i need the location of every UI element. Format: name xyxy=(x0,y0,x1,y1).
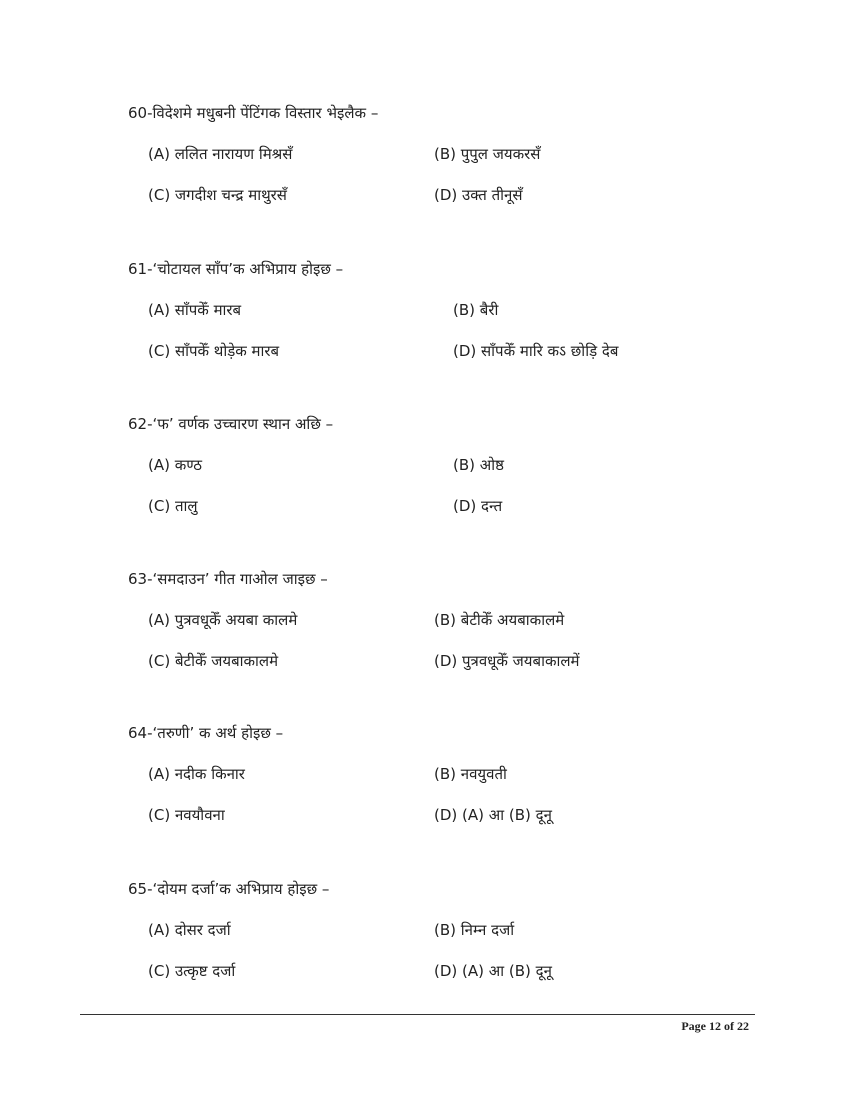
question-text: 62-‘फ’ वर्णक उच्चारण स्थान अछि – xyxy=(128,415,334,433)
option-row xyxy=(128,455,748,475)
option-c: (C) तालु xyxy=(148,497,198,515)
question-block xyxy=(128,569,748,671)
question-block xyxy=(128,723,748,825)
option-d: (D) (A) आ (B) दूनू xyxy=(434,962,552,980)
option-a: (A) ललित नारायण मिश्रसँ xyxy=(148,145,293,163)
option-row xyxy=(128,764,748,784)
option-a: (A) पुत्रवधूकेँ अयबा कालमे xyxy=(148,611,298,629)
option-b: (B) बेटीकेँ अयबाकालमे xyxy=(434,611,565,629)
question-block xyxy=(128,879,748,981)
option-a: (A) नदीक किनार xyxy=(148,765,245,783)
question-text: 63-‘समदाउन’ गीत गाओल जाइछ – xyxy=(128,570,328,588)
option-c: (C) जगदीश चन्द्र माथुरसँ xyxy=(148,186,287,204)
option-a: (A) साँपकेँ मारब xyxy=(148,301,242,319)
option-b: (B) ओष्ठ xyxy=(453,456,504,474)
option-b: (B) पुपुल जयकरसँ xyxy=(434,145,541,163)
option-row xyxy=(128,300,748,320)
option-b: (B) निम्न दर्जा xyxy=(434,921,515,939)
page-number: Page 12 of 22 xyxy=(681,1019,749,1033)
option-b: (B) नवयुवती xyxy=(434,765,507,783)
option-row xyxy=(128,496,748,516)
option-a: (A) दोसर दर्जा xyxy=(148,921,231,939)
question-block xyxy=(128,103,748,205)
question-text: 64-‘तरुणी’ क अर्थ होइछ – xyxy=(128,724,284,742)
option-d: (D) उक्त तीनूसँ xyxy=(434,186,523,204)
question-block xyxy=(128,414,748,516)
question-text: 60-विदेशमे मधुबनी पेंटिंगक विस्तार भेइलैक – xyxy=(128,104,379,122)
option-row xyxy=(128,341,748,361)
option-c: (C) बेटीकेँ जयबाकालमे xyxy=(148,652,279,670)
option-row xyxy=(128,805,748,825)
option-c: (C) साँपकेँ थोड़ेक मारब xyxy=(148,342,280,360)
option-row xyxy=(128,610,748,630)
option-row xyxy=(128,651,748,671)
footer-divider xyxy=(80,1014,755,1015)
option-a: (A) कण्ठ xyxy=(148,456,202,474)
option-d: (D) पुत्रवधूकेँ जयबाकालमें xyxy=(434,652,580,670)
question-text: 61-‘चोटायल साँप’क अभिप्राय होइछ – xyxy=(128,260,344,278)
option-row xyxy=(128,144,748,164)
option-c: (C) उत्कृष्ट दर्जा xyxy=(148,962,236,980)
option-d: (D) साँपकेँ मारि कऽ छोड़ि देब xyxy=(453,342,619,360)
option-d: (D) दन्त xyxy=(453,497,503,515)
option-row xyxy=(128,185,748,205)
option-c: (C) नवयौवना xyxy=(148,806,225,824)
question-text: 65-‘दोयम दर्जा’क अभिप्राय होइछ – xyxy=(128,880,330,898)
option-d: (D) (A) आ (B) दूनू xyxy=(434,806,552,824)
question-block xyxy=(128,259,748,361)
option-row xyxy=(128,961,748,981)
option-b: (B) बैरी xyxy=(453,301,499,319)
option-row xyxy=(128,920,748,940)
